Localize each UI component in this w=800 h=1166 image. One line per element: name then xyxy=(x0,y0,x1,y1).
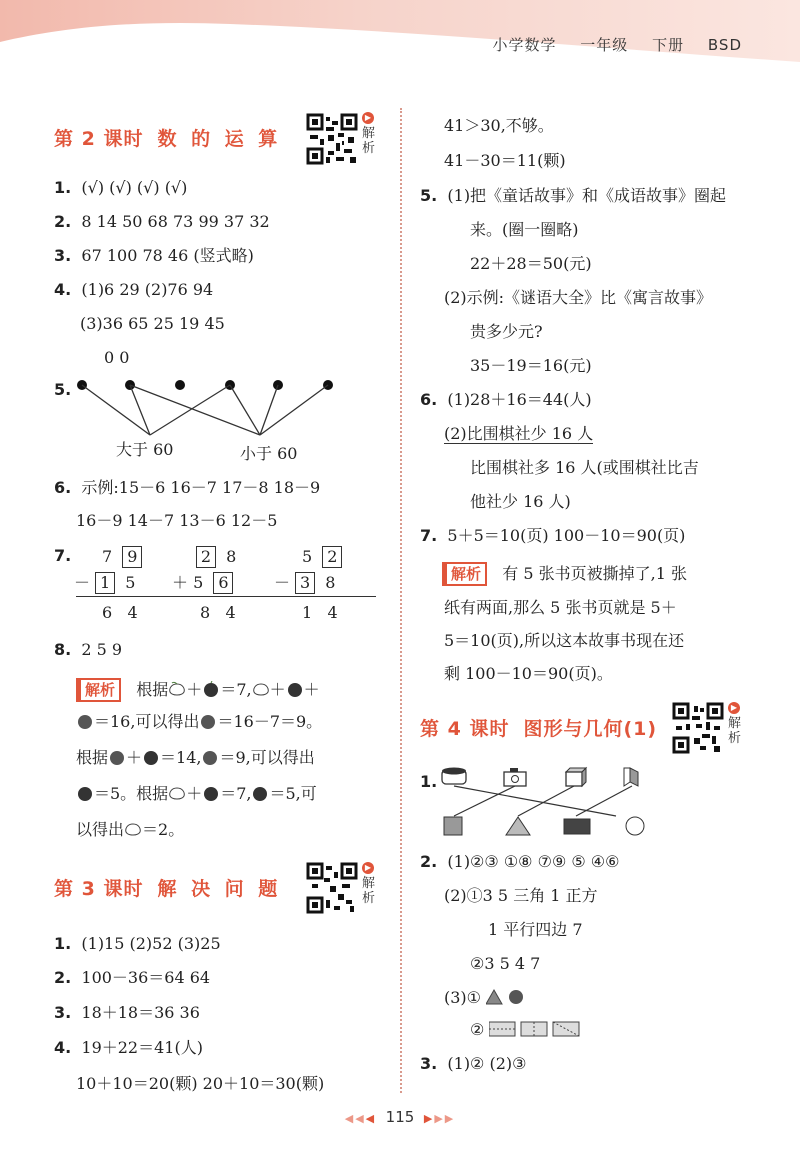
l2-q6: 6. 示例:15－6 16－7 17－8 18－9 xyxy=(54,478,321,497)
vertical-calc-2: 2 8 ＋ 5 6 8 4 xyxy=(172,546,266,622)
l2-q4b: (3)36 65 25 19 45 xyxy=(80,314,225,333)
orange-icon xyxy=(108,749,126,765)
l2-q5-num: 5. xyxy=(54,380,72,399)
apple-icon xyxy=(251,785,269,801)
prism-icon xyxy=(624,768,638,786)
jiexi-link[interactable]: ▶ 解析 xyxy=(362,863,376,906)
apple-icon xyxy=(76,785,94,801)
r-q5b: 来。(圈一圈略) xyxy=(470,220,579,239)
r-q7-l4: 剩 100－10＝90(页)。 xyxy=(444,664,613,683)
jiexi-badge: 解析 xyxy=(76,678,121,702)
r-l4-q1-num: 1. xyxy=(420,772,438,791)
triangle-shape xyxy=(506,817,530,835)
label-less-60: 小于 60 xyxy=(240,444,298,463)
r-l4-q2: 2. (1)②③ ①⑧ ⑦⑨ ⑤ ④⑥ xyxy=(420,852,620,871)
l2-q4: 4. (1)6 29 (2)76 94 xyxy=(54,280,214,299)
vertical-calc-3: 5 2 － 3 8 1 4 xyxy=(274,546,368,622)
jiexi-link[interactable]: ▶ 解析 xyxy=(362,113,376,156)
orange-icon xyxy=(201,749,219,765)
r-q7-l1: 解析 有 5 张书页被撕掉了,1 张 xyxy=(442,562,687,586)
r-q6c: 比围棋社多 16 人(或围棋社比吉 xyxy=(470,458,699,477)
apple-icon xyxy=(202,785,220,801)
l2-q5-matching xyxy=(70,375,370,465)
r-q7-l2: 纸有两面,那么 5 张书页就是 5＋ xyxy=(444,598,677,617)
peach-icon xyxy=(168,785,186,801)
r-l4-q2b: (2)①3 5 三角 1 正方 xyxy=(444,886,598,905)
apple-icon xyxy=(142,749,160,765)
header-subject: 小学数学 xyxy=(492,36,557,54)
l2-q6b: 16－9 14－7 13－6 12－5 xyxy=(76,511,278,530)
prev-arrows-icon: ◀◀◀ xyxy=(344,1112,377,1125)
r-q6b: (2)比围棋社少 16 人 xyxy=(444,424,594,443)
rectangle-shape xyxy=(564,819,590,834)
r-q6d: 他社少 16 人) xyxy=(470,492,571,511)
drum-icon xyxy=(442,768,466,785)
qr-code-icon[interactable] xyxy=(306,113,358,165)
vertical-calc-1: 7 9 － 1 5 6 4 xyxy=(74,546,168,622)
l2-q8: 8. 2 5 9 xyxy=(54,640,123,659)
header-term: 下册 xyxy=(652,36,685,54)
orange-icon xyxy=(199,713,217,729)
triangle-circle-icons xyxy=(486,988,536,1006)
l2-q8-line1: 解析 根据 ＋ ＝7, ＋ ＋ xyxy=(76,678,320,702)
header-edition: BSD xyxy=(707,36,742,54)
r-l4-q2e: (3)① xyxy=(444,988,536,1008)
lesson4-title: 第 4 课时 图形与几何(1) xyxy=(420,718,658,740)
l2-q2: 2. 8 14 50 68 73 99 37 32 xyxy=(54,212,270,231)
next-arrows-icon: ▶▶▶ xyxy=(423,1112,456,1125)
orange-icon xyxy=(76,713,94,729)
qr-code-icon[interactable] xyxy=(672,702,724,754)
column-divider xyxy=(400,108,402,1093)
r-q7-l3: 5＝10(页),所以这本故事书现在还 xyxy=(444,631,685,650)
l3-q3: 3. 18＋18＝36 36 xyxy=(54,1003,200,1022)
r-l4-q2d: ②3 5 4 7 xyxy=(470,954,541,973)
l4-q1-matching xyxy=(436,764,666,840)
r-q5d: (2)示例:《谜语大全》比《寓言故事》 xyxy=(444,288,713,307)
l3-q4: 4. 19＋22＝41(人) xyxy=(54,1038,203,1057)
apple-icon xyxy=(202,681,220,697)
l2-q1: 1. (√) (√) (√) (√) xyxy=(54,178,188,197)
lesson3-title: 第 3 课时 解 决 问 题 xyxy=(54,878,282,900)
l2-q8-line5: 以得出 ＝2。 xyxy=(76,820,185,839)
l2-q4c: 0 0 xyxy=(104,348,130,367)
page-number: ◀◀◀ 115 ▶▶▶ xyxy=(344,1108,456,1126)
r-q7: 7. 5＋5＝10(页) 100－10＝90(页) xyxy=(420,526,686,545)
cube-icon xyxy=(566,768,586,786)
l2-q8-line4: ＝5。根据 ＋ ＝7, ＝5,可 xyxy=(76,784,317,804)
l3-q4b: 10＋10＝20(颗) 20＋10＝30(颗) xyxy=(76,1074,325,1093)
circle-shape xyxy=(626,817,644,835)
lesson2-title: 第 2 课时 数 的 运 算 xyxy=(54,128,282,150)
jiexi-link[interactable]: ▶ 解析 xyxy=(728,703,742,746)
r-l4-q3: 3. (1)② (2)③ xyxy=(420,1054,527,1073)
l2-q3: 3. 67 100 78 46 (竖式略) xyxy=(54,246,254,265)
peach-icon xyxy=(124,821,142,837)
l3-q2: 2. 100－36＝64 64 xyxy=(54,968,211,987)
r-q5f: 35－19＝16(元) xyxy=(470,356,592,375)
r-q5c: 22＋28＝50(元) xyxy=(470,254,592,273)
r-l4-q2c: 1 平行四边 7 xyxy=(488,920,583,939)
r-l4-q2f: ② xyxy=(470,1020,589,1040)
r-cont1: 41＞30,不够。 xyxy=(444,116,554,135)
l2-q8-line3: 根据 ＋ ＝14, ＝9,可以得出 xyxy=(76,748,315,767)
apple-icon xyxy=(286,681,304,697)
label-greater-60: 大于 60 xyxy=(116,440,174,459)
l3-q1: 1. (1)15 (2)52 (3)25 xyxy=(54,934,221,953)
jiexi-badge: 解析 xyxy=(442,562,487,586)
divided-rectangles-icon xyxy=(489,1020,589,1038)
l2-q7-num: 7. xyxy=(54,546,72,565)
peach-icon xyxy=(252,681,270,697)
header-text xyxy=(475,34,743,55)
peach-icon xyxy=(168,681,186,697)
camera-icon xyxy=(504,768,526,786)
r-q5: 5. (1)把《童话故事》和《成语故事》圈起 xyxy=(420,186,727,205)
r-cont2: 41－30＝11(颗) xyxy=(444,151,566,170)
r-q5e: 贵多少元? xyxy=(470,322,543,341)
square-shape xyxy=(444,817,462,835)
qr-code-icon[interactable] xyxy=(306,862,358,914)
r-q6: 6. (1)28＋16＝44(人) xyxy=(420,390,592,409)
l2-q8-line2: ＝16,可以得出 ＝16－7＝9。 xyxy=(76,712,322,732)
header-grade: 一年级 xyxy=(580,36,629,54)
